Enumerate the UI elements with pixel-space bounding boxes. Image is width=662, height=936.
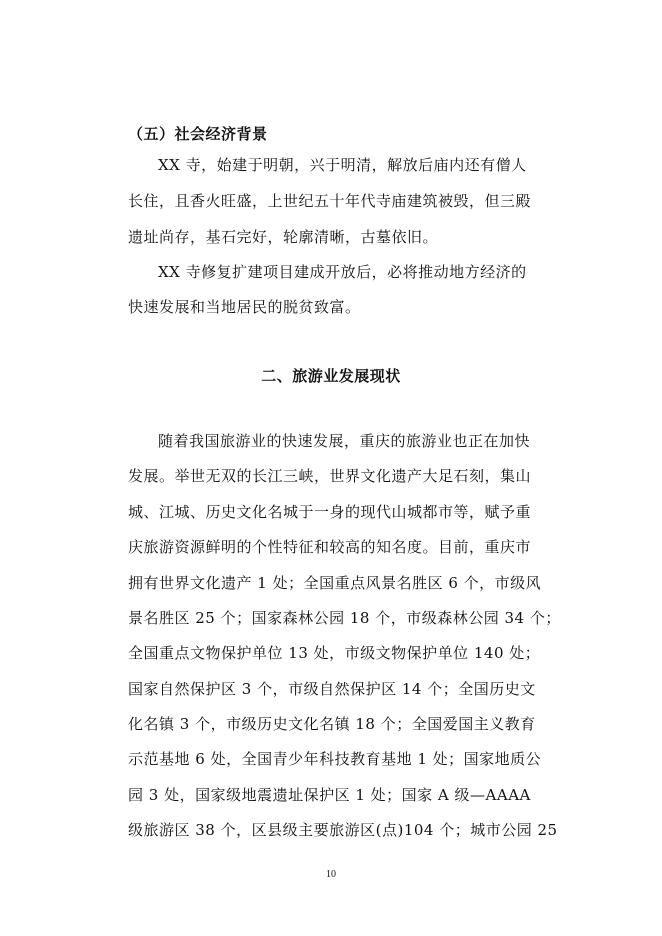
paragraph-line: 长住，且香火旺盛，上世纪五十年代寺庙建筑被毁，但三殿 — [128, 192, 532, 210]
section-heading-socioeconomic: （五）社会经济背景 — [128, 125, 268, 143]
paragraph-line: 示范基地 6 处，全国青少年科技教育基地 1 处；国家地质公 — [128, 750, 542, 768]
paragraph-line: 城、江城、历史文化名城于一身的现代山城都市等，赋予重 — [128, 503, 532, 521]
paragraph-line: 拥有世界文化遗产 1 处；全国重点风景名胜区 6 个，市级风 — [128, 574, 542, 592]
paragraph-line: 级旅游区 38 个，区县级主要旅游区(点)104 个；城市公园 25 — [128, 821, 558, 839]
page-number: 10 — [326, 869, 336, 880]
paragraph-line: 国家自然保护区 3 个，市级自然保护区 14 个；全国历史文 — [128, 680, 536, 698]
paragraph-line: 快速发展和当地居民的脱贫致富。 — [128, 298, 361, 316]
section-heading-tourism-status: 二、旅游业发展现状 — [261, 367, 401, 385]
paragraph-line: 遗址尚存，基石完好，轮廓清晰，古墓依旧。 — [128, 228, 439, 246]
paragraph-line: XX 寺修复扩建项目建成开放后，必将推动地方经济的 — [158, 263, 527, 281]
paragraph-line: 发展。举世无双的长江三峡，世界文化遗产大足石刻，集山 — [128, 467, 532, 485]
paragraph-line: 园 3 处，国家级地震遗址保护区 1 处；国家 A 级—AAAA — [128, 786, 531, 804]
paragraph-line: 景名胜区 25 个；国家森林公园 18 个，市级森林公园 34 个； — [128, 609, 561, 627]
paragraph-line: 全国重点文物保护单位 13 处，市级文物保护单位 140 处； — [128, 644, 541, 662]
paragraph-line: 随着我国旅游业的快速发展，重庆的旅游业也正在加快 — [158, 432, 531, 450]
paragraph-line: 庆旅游资源鲜明的个性特征和较高的知名度。目前，重庆市 — [128, 538, 532, 556]
paragraph-line: XX 寺，始建于明朝，兴于明清，解放后庙内还有僧人 — [158, 156, 527, 174]
paragraph-line: 化名镇 3 个，市级历史文化名镇 18 个；全国爱国主义教育 — [128, 715, 536, 733]
